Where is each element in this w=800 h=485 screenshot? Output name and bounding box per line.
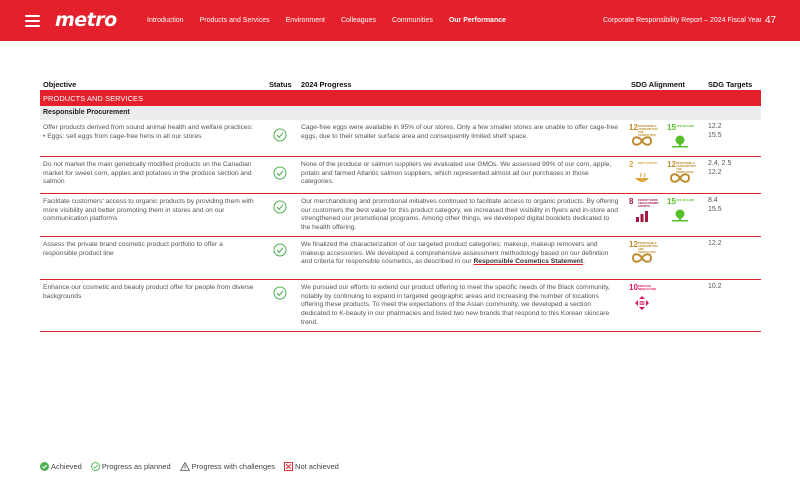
- metro-logo[interactable]: metro: [55, 9, 117, 31]
- sdg-targets-cell: 12.2: [708, 240, 722, 247]
- check-circle-icon: [273, 243, 287, 257]
- sdg-targets-cell: 2.4, 2.5 12.2: [708, 160, 732, 176]
- sdg-10-badge: 10 REDUCED INEQUALITIES: [629, 284, 659, 312]
- tree-icon: [669, 135, 691, 149]
- page-number: 47: [765, 15, 777, 26]
- menu-icon[interactable]: [25, 15, 40, 27]
- legend-progress-as-planned-label: Progress as planned: [101, 462, 171, 471]
- check-circle-icon: [273, 286, 287, 300]
- sdg-targets-cell: 12.2 15.5: [708, 123, 722, 139]
- legend-not-achieved-label: Not achieved: [295, 462, 339, 471]
- col-status: Status: [269, 80, 292, 89]
- col-sdg-targets: SDG Targets: [708, 80, 753, 89]
- bowl-icon: [631, 172, 653, 186]
- check-circle-icon: [273, 200, 287, 214]
- equality-icon: [631, 295, 653, 311]
- legend-progress-with-challenges-label: Progress with challenges: [191, 462, 276, 471]
- sdg-12-badge: 12 RESPONSIBLE CONSUMPTION AND PRODUCTION: [667, 161, 697, 189]
- objective-bullet: • Eggs: sell eggs from cage-free hens in all our stores: [43, 132, 202, 140]
- warning-icon: [180, 462, 190, 471]
- tree-icon: [669, 209, 691, 223]
- growth-chart-icon: [631, 209, 653, 223]
- legend-progress-as-planned: [91, 462, 171, 471]
- sdg-alignment-cell: [629, 284, 699, 314]
- check-circle-icon: [273, 166, 287, 180]
- progress-text: We pursued our efforts to extend our product offering to meet the specific needs of the Black community, notably by continuing to expand in targeted geographic areas and increasing the number of locations offering these products. To meet the expectations of the Asian community, we developed a section dedicated to K-beauty in our pharmacies and listed two new brands that respond to this Korean skincare trend.: [301, 284, 610, 326]
- sdg-alignment-cell: [629, 124, 699, 154]
- col-sdg-alignment: SDG Alignment: [631, 80, 685, 89]
- sdg-targets-cell: 8.4 15.5: [708, 197, 722, 213]
- nav-products-and-services[interactable]: Products and Services: [199, 17, 270, 24]
- achieved-icon: [40, 462, 49, 471]
- progress-text: None of the produce or salmon suppliers we evaluated use GMOs. We assessed 99% of our corn, apple, potato and farmed Atlantic salmon suppliers, which represented almost all our purchases in those categories.: [301, 161, 612, 186]
- table-row: [40, 157, 761, 194]
- sdg-15-badge: 15 LIFE ON LAND: [667, 124, 697, 152]
- legend-achieved: [40, 462, 82, 471]
- table-header: [40, 78, 761, 90]
- infinity-icon: [631, 252, 653, 264]
- nav-our-performance[interactable]: Our Performance: [448, 17, 507, 24]
- progress-cell: [301, 241, 619, 267]
- infinity-icon: [669, 172, 691, 184]
- table-row: [40, 237, 761, 280]
- col-progress: 2024 Progress: [301, 80, 352, 89]
- objective-text: Assess the private brand cosmetic product portfolio to offer a responsible product line: [43, 241, 223, 257]
- legend-achieved-label: Achieved: [51, 462, 82, 471]
- check-circle-icon: [91, 462, 100, 471]
- objective-text: Enhance our cosmetic and beauty product offer for people from diverse backgrounds: [43, 284, 254, 300]
- nav-introduction[interactable]: Introduction: [147, 17, 184, 24]
- nav-communities[interactable]: Communities: [391, 17, 433, 24]
- col-objective: Objective: [43, 80, 77, 89]
- legend-progress-with-challenges: [180, 462, 275, 471]
- subsection-heading: Responsible Procurement: [40, 106, 761, 120]
- nav-colleagues[interactable]: Colleagues: [340, 17, 376, 24]
- table-row: [40, 194, 761, 237]
- top-bar: [0, 0, 800, 41]
- check-circle-icon: [273, 128, 287, 142]
- sdg-12-badge: 12 RESPONSIBLE CONSUMPTION AND PRODUCTION: [629, 124, 659, 152]
- x-box-icon: [284, 462, 293, 471]
- progress-text-end: .: [583, 258, 585, 266]
- table-row: [40, 280, 761, 332]
- responsible-cosmetics-statement-link[interactable]: Responsible Cosmetics Statement: [473, 258, 584, 266]
- legend-not-achieved: [284, 462, 339, 471]
- sdg-2-badge: 2 ZERO HUNGER: [629, 161, 659, 189]
- sdg-12-badge: 12 RESPONSIBLE CONSUMPTION AND PRODUCTION: [629, 241, 659, 269]
- sdg-15-badge: 15 LIFE ON LAND: [667, 198, 697, 226]
- nav-environment[interactable]: Environment: [285, 17, 325, 24]
- sdg-targets-cell: 10.2: [708, 283, 722, 290]
- section-heading: PRODUCTS AND SERVICES: [40, 90, 761, 106]
- objective-text: Do not market the main genetically modified products on the Canadian market for sweet corn, apples and potatoes in the produce section and salmon: [43, 161, 252, 186]
- main-nav: [147, 17, 522, 24]
- table-row: [40, 120, 761, 157]
- report-title: Corporate Responsibility Report – 2024 Fiscal Year: [603, 17, 762, 24]
- objective-text: Facilitate customers' access to organic products by providing them with more visibility and better promoting them in stores and on our communication platforms: [43, 198, 254, 223]
- objective-text: Offer products derived from sound animal health and welfare practices:: [43, 124, 253, 131]
- sdg-alignment-cell: [629, 241, 699, 271]
- progress-text: We finalized the characterization of our targeted product categories: makeup, makeup removers and makeup accessories. We developed a comprehensive assessment methodology based on our definition and criteria for responsible cosmetics, as described in our: [301, 241, 609, 266]
- progress-text: Our merchandising and promotional initiatives continued to facilitate access to organic products. By offering our customers the best value for this product category, we increased their visibility in flyers and in-store and strengthened our promotional programs. Among other things, we developed digital booklets dedicated to the health offering.: [301, 198, 619, 232]
- status-legend: [40, 462, 348, 471]
- sdg-alignment-cell: [629, 198, 699, 228]
- sdg-alignment-cell: [629, 161, 699, 191]
- performance-table: [40, 78, 761, 332]
- sdg-8-badge: 8 DECENT WORK AND ECONOMIC GROWTH: [629, 198, 659, 226]
- progress-text: Cage-free eggs were available in 95% of our stores. Only a few smaller stores are unable to offer cage-free eggs, due to their smaller surface area and consequently limited shelf space.: [301, 124, 618, 140]
- infinity-icon: [631, 135, 653, 147]
- objective-cell: [43, 124, 258, 141]
